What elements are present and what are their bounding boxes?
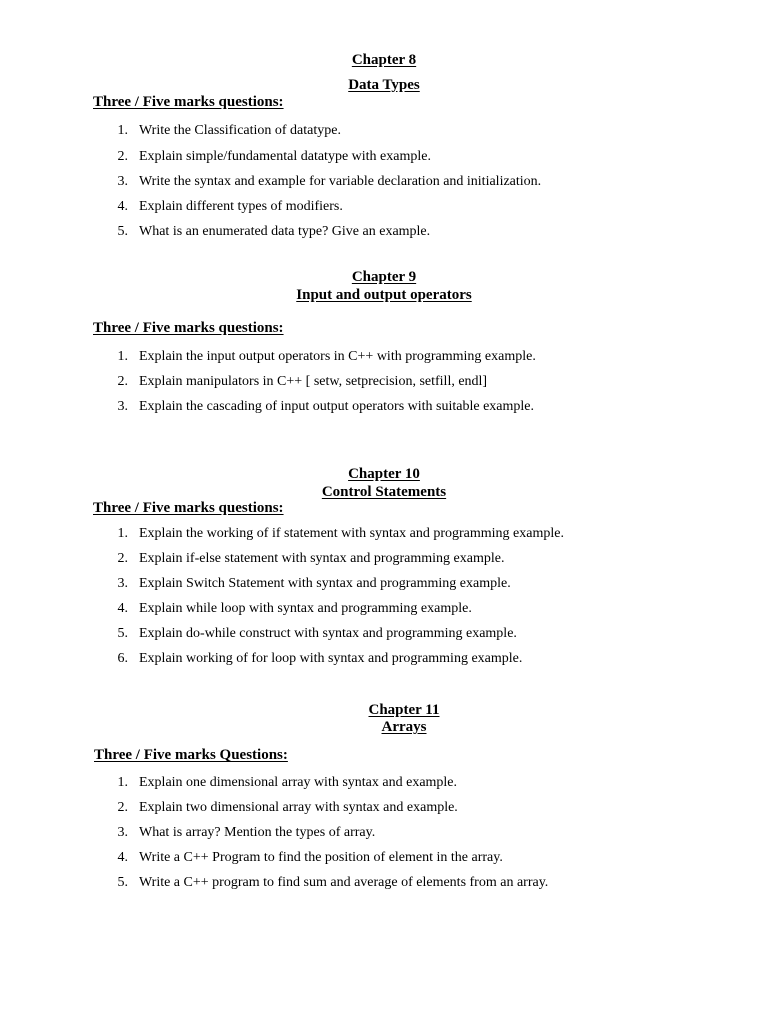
question-number: 3. <box>117 825 128 840</box>
chapter-11-section-label: Three / Five marks Questions: <box>94 747 288 763</box>
question-number: 6. <box>117 651 128 666</box>
question-number: 3. <box>117 399 128 414</box>
question-number: 1. <box>117 349 128 364</box>
chapter-11-number: Chapter 11 <box>368 702 440 718</box>
question-number: 2. <box>117 800 128 815</box>
chapter-10-title: Control Statements <box>321 484 447 500</box>
question-text: Write the Classification of datatype. <box>139 123 341 138</box>
question-text: Explain while loop with syntax and programming example. <box>139 601 472 616</box>
chapter-8-title: Data Types <box>348 77 420 93</box>
question-number: 4. <box>117 850 128 865</box>
question-text: Explain manipulators in C++ [ setw, setprecision, setfill, endl] <box>139 374 488 389</box>
chapter-8-section-label: Three / Five marks questions: <box>93 94 284 110</box>
question-text: Explain the input output operators in C++ with programming example. <box>139 349 536 364</box>
question-number: 3. <box>117 174 128 189</box>
question-text: Write the syntax and example for variable declaration and initialization. <box>139 174 542 189</box>
question-number: 4. <box>117 601 128 616</box>
question-text: Explain do-while construct with syntax and programming example. <box>139 626 517 641</box>
question-text: What is an enumerated data type? Give an example. <box>139 224 431 239</box>
chapter-11-title: Arrays <box>381 719 427 735</box>
question-number: 2. <box>117 551 128 566</box>
question-number: 5. <box>117 224 128 239</box>
question-number: 5. <box>117 875 128 890</box>
question-text: Explain different types of modifiers. <box>139 199 343 214</box>
question-number: 4. <box>117 199 128 214</box>
question-text: Explain simple/fundamental datatype with example. <box>139 149 431 164</box>
question-text: Explain two dimensional array with syntax and example. <box>139 800 458 815</box>
question-text: Write a C++ program to find sum and average of elements from an array. <box>139 875 549 890</box>
chapter-9-title: Input and output operators <box>296 287 472 303</box>
chapter-9-number: Chapter 9 <box>351 269 417 285</box>
question-text: What is array? Mention the types of array. <box>139 825 376 840</box>
chapter-9-section-label: Three / Five marks questions: <box>93 320 284 336</box>
question-number: 5. <box>117 626 128 641</box>
question-number: 2. <box>117 149 128 164</box>
question-text: Explain the cascading of input output operators with suitable example. <box>139 399 535 414</box>
question-text: Explain one dimensional array with syntax and example. <box>139 775 458 790</box>
question-text: Write a C++ Program to find the position of element in the array. <box>139 850 503 865</box>
question-number: 3. <box>117 576 128 591</box>
chapter-10-section-label: Three / Five marks questions: <box>93 500 284 516</box>
chapter-10-number: Chapter 10 <box>348 466 420 482</box>
question-number: 1. <box>117 775 128 790</box>
question-number: 1. <box>117 526 128 541</box>
question-text: Explain working of for loop with syntax and programming example. <box>139 651 523 666</box>
question-number: 2. <box>117 374 128 389</box>
chapter-8-number: Chapter 8 <box>351 52 417 68</box>
question-text: Explain Switch Statement with syntax and programming example. <box>139 576 511 591</box>
question-text: Explain the working of if statement with syntax and programming example. <box>139 526 564 541</box>
question-text: Explain if-else statement with syntax and programming example. <box>139 551 505 566</box>
question-number: 1. <box>117 123 128 138</box>
